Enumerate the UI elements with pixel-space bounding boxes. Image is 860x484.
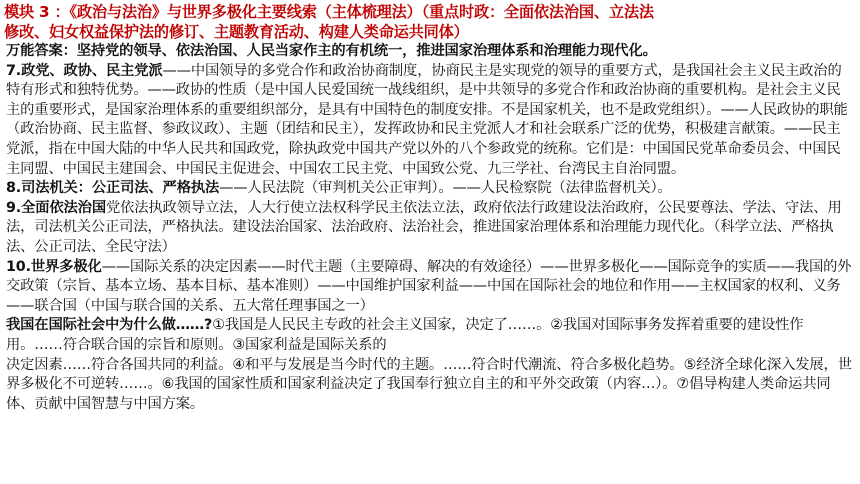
section-8 xyxy=(6,179,854,199)
section-7-heading: 7.政党、政协、民主党派 xyxy=(6,62,163,79)
section-7-text: ——中国领导的多党合作和政治协商制度，协商民主是实现党的领导的重要方式，是我国社会主义民主政治的特有形式和独特优势。——政协的性质（是中国人民爱国统一战线组织，是中共领导的多党合作和政治协商的重要机构。是社会主义民主的重要形式，是国家治理体系的重要组织部分，是具有中国特色的制度安排。不是国家机关，也不是政党组织）。——人民政协的职能（政治协商、民主监督、参政议政）、主题（团结和民主），发挥政协和民主党派人才和社会联系广泛的优势，积极建言献策。——民主党派，指在中国大陆的中华人民共和国政党，除执政党中国共产党以外的八个参政党的统称。它们是：中国国民党革命委员会、中国民主同盟、中国民主建国会、中国民主促进会、中国农工民主党、中国致公党、九三学社、台湾民主自治同盟。 xyxy=(6,62,848,177)
section-10-heading: 10.世界多极化 xyxy=(6,258,102,275)
title-line-1: 模块 3 ：《政治与法治》与世界多极化主要线索（主体梳理法）（重点时政：全面依法治国、立法法 xyxy=(4,3,654,21)
section-9-heading: 9.全面依法治国 xyxy=(6,199,106,216)
question-answer-part-1: ①我国是人民民主专政的社会主义国家，决定了……。②我国对国际事务发挥着重要的建设性作用。……符合联合国的宗旨和原则。③国家利益是国际关系的 xyxy=(6,317,804,353)
slide-title xyxy=(4,2,854,42)
section-9-text: 党依法执政领导立法，人大行使立法权科学民主依法立法，政府依法行政建设法治政府，公民要尊法、学法、守法、用法，司法机关公正司法，严格执法。建设法治国家、法治政府、法治社会，推进国家治理体系和治理能力现代化。（科学立法、严格执法、公正司法、全民守法） xyxy=(6,199,842,255)
section-8-text: ——人民法院（审判机关公正审判）。——人民检察院（法律监督机关）。 xyxy=(219,180,672,197)
section-10 xyxy=(6,258,854,317)
content-body xyxy=(6,42,854,414)
section-9 xyxy=(6,199,854,258)
question-paragraph-continued: 决定因素……符合各国共同的利益。④和平与发展是当今时代的主题。……符合时代潮流、符合多极化趋势。⑤经济全球化深入发展，世界多极化不可逆转……。⑥我国的国家性质和国家利益决定了我国奉行独立自主的和平外交政策（内容…）。⑦倡导构建人类命运共同体、贡献中国智慧与中国方案。 xyxy=(6,356,852,412)
question-paragraph xyxy=(6,316,854,355)
section-10-text: ——国际关系的决定因素——时代主题（主要障碍、解决的有效途径）——世界多极化——国际竞争的实质——我国的外交政策（宗旨、基本立场、基本目标、基本准则）——中国维护国家利益——中国在国际社会的地位和作用——主权国家的权利、义务——联合国（中国与联合国的关系、五大常任理事国之一） xyxy=(6,258,852,314)
question-heading: 我国在国际社会中为什么做……? xyxy=(6,317,213,334)
universal-answer: 万能答案：坚持党的领导、依法治国、人民当家作主的有机统一，推进国家治理体系和治理能力现代化。 xyxy=(6,43,657,59)
section-8-heading: 8.司法机关：公正司法、严格执法 xyxy=(6,180,220,197)
title-line-2: 修改、妇女权益保护法的修订、主题教育活动、构建人类命运共同体） xyxy=(4,23,469,41)
section-7 xyxy=(6,62,854,180)
